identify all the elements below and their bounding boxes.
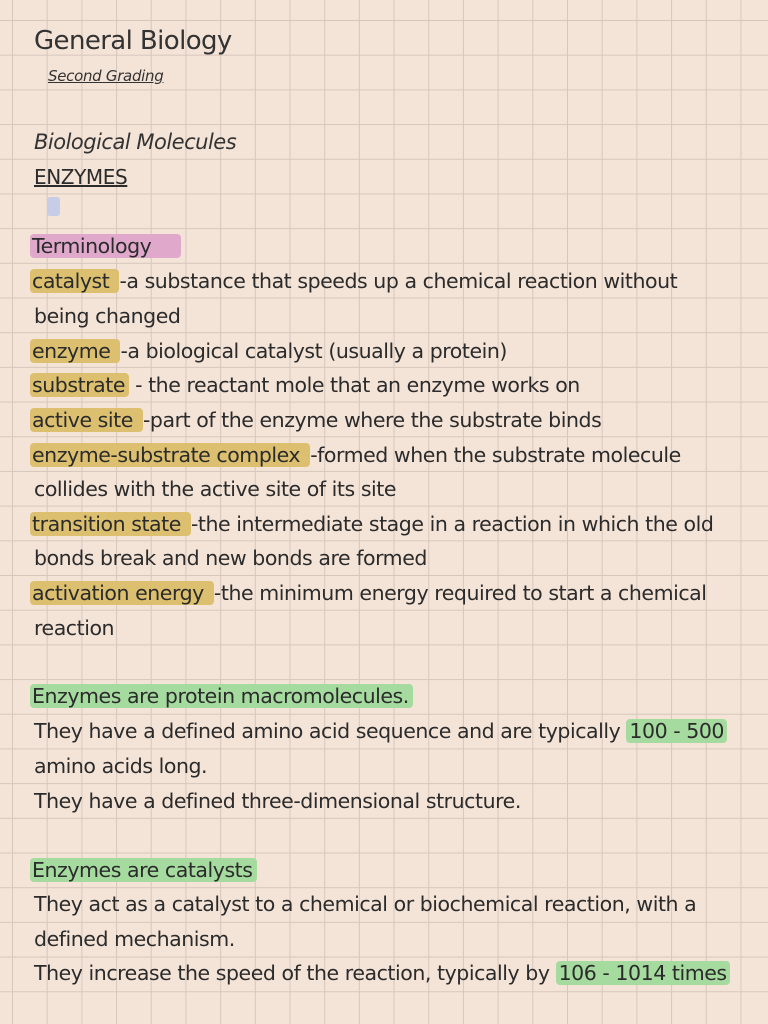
active-site-row <box>34 403 601 437</box>
catalysts-line-1 <box>34 887 696 921</box>
term-enzyme: enzyme <box>30 339 120 363</box>
catalyst-row-2 <box>34 299 180 333</box>
complex-row-2 <box>34 472 396 506</box>
activation-row-2 <box>34 611 114 645</box>
topic-heading: ENZYMES <box>34 165 128 189</box>
proteins-line-1-text: They have a defined amino acid sequence and are typically <box>34 719 627 743</box>
def-complex-2: collides with the active site of its site <box>34 477 397 501</box>
term-substrate: substrate <box>30 373 129 397</box>
proteins-heading: Enzymes are protein macromolecules. <box>30 684 413 708</box>
def-transition-2: bonds break and new bonds are formed <box>34 546 427 570</box>
catalysts-heading-row <box>34 853 257 887</box>
proteins-line-2 <box>34 749 207 783</box>
blue-highlight-mark <box>47 197 60 216</box>
def-substrate: - the reactant mole that an enzyme works on <box>129 373 580 397</box>
enzyme-row <box>34 334 507 368</box>
catalysts-heading: Enzymes are catalysts <box>30 858 257 882</box>
term-transition-state: transition state <box>30 512 191 536</box>
catalysts-line-3-text: They increase the speed of the reaction, typically by <box>34 961 556 985</box>
term-enzyme-substrate-complex: enzyme-substrate complex <box>30 443 310 467</box>
def-transition-1: -the intermediate stage in a reaction in which the old <box>190 512 714 536</box>
def-active-site: -part of the enzyme where the substrate binds <box>142 408 602 432</box>
def-activation-2: reaction <box>34 616 115 640</box>
terminology-label: Terminology <box>30 234 181 258</box>
catalysts-line-2 <box>34 922 235 956</box>
catalysts-line-2-text: defined mechanism. <box>34 927 235 951</box>
catalyst-row <box>34 264 677 298</box>
transition-row-2 <box>34 541 427 575</box>
term-active-site: active site <box>30 408 143 432</box>
def-complex-1: -formed when the substrate molecule <box>310 443 681 467</box>
proteins-line-3-text: They have a defined three-dimensional structure. <box>34 789 521 813</box>
term-activation-energy: activation energy <box>30 581 214 605</box>
catalysts-line-3 <box>34 956 730 990</box>
def-catalyst-2: being changed <box>34 304 181 328</box>
transition-row <box>34 507 713 541</box>
proteins-line-1 <box>34 714 727 748</box>
proteins-line-2-text: amino acids long. <box>34 754 208 778</box>
proteins-line-3 <box>34 784 521 818</box>
complex-row <box>34 438 681 472</box>
catalysts-line-1-text: They act as a catalyst to a chemical or biochemical reaction, with a <box>34 892 697 916</box>
speed-increase-range: 106 - 1014 times <box>556 961 730 985</box>
amino-acid-range: 100 - 500 <box>626 719 727 743</box>
page-subtitle: Second Grading <box>48 67 164 85</box>
def-enzyme: -a biological catalyst (usually a protein) <box>120 339 507 363</box>
activation-row <box>34 576 707 610</box>
terminology-row <box>34 229 181 263</box>
term-catalyst: catalyst <box>30 269 119 293</box>
page-title: General Biology <box>34 26 232 56</box>
topic-category: Biological Molecules <box>34 130 237 154</box>
def-activation-1: -the minimum energy required to start a chemical <box>213 581 707 605</box>
def-catalyst-1: -a substance that speeds up a chemical reaction without <box>119 269 678 293</box>
proteins-heading-row <box>34 679 413 713</box>
substrate-row <box>34 368 580 402</box>
